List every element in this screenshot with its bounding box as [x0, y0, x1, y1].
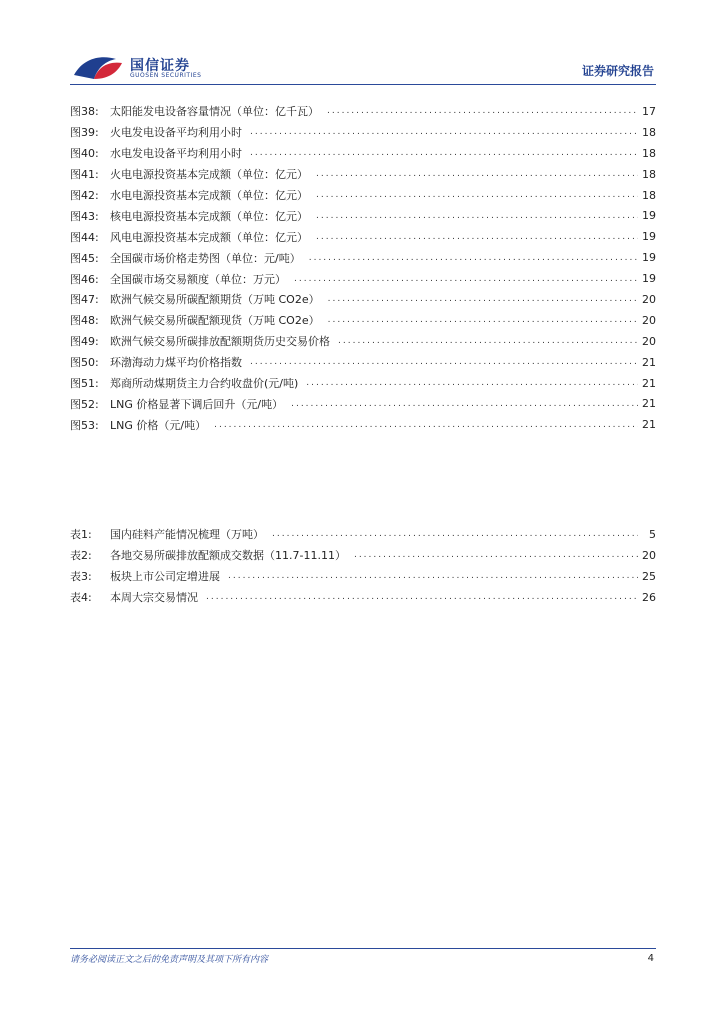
entry-title: 板块上市公司定增进展 — [110, 570, 220, 584]
dot-leader — [272, 529, 638, 539]
entry-page-number: 20 — [642, 334, 656, 348]
dot-leader — [214, 420, 638, 430]
entry-page-number: 18 — [642, 146, 656, 160]
dot-leader — [250, 148, 638, 158]
entry-title: 风电电源投资基本完成额（单位：亿元） — [110, 230, 308, 244]
brand-name-en: GUOSEN SECURITIES — [130, 72, 202, 79]
entry-title: 欧洲气候交易所碳配额现货（万吨 CO2e） — [110, 314, 320, 328]
page-header — [70, 50, 658, 86]
entry-number: 表3: — [70, 570, 92, 584]
dot-leader — [250, 357, 638, 367]
dot-leader — [316, 190, 638, 200]
entry-number: 图50: — [70, 356, 99, 370]
entry-page-number: 20 — [642, 313, 656, 327]
entry-title: 太阳能发电设备容量情况（单位：亿千瓦） — [110, 105, 319, 119]
entry-number: 图42: — [70, 189, 99, 202]
figure-entry[interactable] — [70, 122, 656, 143]
figure-entry[interactable] — [70, 414, 656, 435]
entry-number: 表1: — [70, 528, 92, 542]
entry-title: 欧洲气候交易所碳配额期货（万吨 CO2e） — [110, 293, 320, 307]
entry-number: 表4: — [70, 591, 92, 605]
entry-number: 图53: — [70, 418, 99, 432]
brand-name-cn: 国信证券 — [130, 58, 190, 74]
entry-number: 图44: — [70, 230, 99, 244]
entry-title: LNG 价格（元/吨） — [110, 418, 207, 432]
dot-leader — [328, 315, 638, 325]
entry-title: 全国碳市场交易额度（单位：万元） — [110, 272, 286, 286]
entry-number: 图45: — [70, 251, 99, 265]
table-entry[interactable] — [70, 566, 656, 587]
entry-page-number: 19 — [642, 209, 656, 223]
entry-title: 全国碳市场价格走势图（单位：元/吨） — [110, 251, 301, 265]
entry-title: 火电发电设备平均利用小时 — [110, 126, 242, 140]
entry-number: 图52: — [70, 397, 99, 411]
table-entry[interactable] — [70, 587, 656, 608]
entry-page-number: 21 — [642, 397, 656, 411]
dot-leader — [327, 106, 638, 116]
footer-divider — [70, 948, 656, 949]
entry-title: 水电电源投资基本完成额（单位：亿元） — [110, 189, 308, 202]
entry-number: 图38: — [70, 105, 99, 119]
entry-page-number: 19 — [642, 251, 656, 265]
entry-title: 火电电源投资基本完成额（单位：亿元） — [110, 168, 308, 182]
disclaimer-note: 请务必阅读正文之后的免责声明及其项下所有内容 — [70, 955, 269, 965]
entry-page-number: 18 — [642, 167, 656, 181]
entry-page-number: 20 — [642, 292, 656, 306]
dot-leader — [309, 253, 638, 263]
dot-leader — [291, 399, 638, 409]
dot-leader — [328, 294, 638, 304]
entry-number: 图47: — [70, 293, 99, 307]
guosen-logo-icon — [72, 53, 124, 83]
figure-entry[interactable] — [70, 310, 656, 331]
dot-leader — [250, 127, 638, 137]
entry-number: 图41: — [70, 168, 99, 182]
entry-title: 国内硅料产能情况梳理（万吨） — [110, 528, 264, 542]
figure-entry[interactable] — [70, 393, 656, 414]
figure-entry[interactable] — [70, 352, 656, 373]
dot-leader — [316, 169, 638, 179]
entry-page-number: 26 — [642, 590, 656, 604]
entry-title: LNG 价格显著下调后回升（元/吨） — [110, 397, 284, 411]
entry-number: 图39: — [70, 126, 99, 140]
entry-page-number: 21 — [642, 418, 656, 432]
entry-title: 本周大宗交易情况 — [110, 591, 198, 605]
dot-leader — [338, 336, 638, 346]
dot-leader — [294, 274, 638, 284]
entry-page-number: 21 — [642, 355, 656, 369]
entry-page-number: 18 — [642, 125, 656, 139]
dot-leader — [206, 592, 638, 602]
header-divider — [70, 84, 656, 85]
entry-page-number: 5 — [649, 527, 656, 541]
entry-title: 核电电源投资基本完成额（单位：亿元） — [110, 209, 308, 223]
entry-page-number: 25 — [642, 569, 656, 583]
entry-title: 郑商所动煤期货主力合约收盘价(元/吨) — [110, 377, 299, 391]
figure-entry[interactable] — [70, 143, 656, 164]
entry-page-number: 18 — [642, 188, 656, 202]
figure-entry[interactable] — [70, 268, 656, 289]
table-index — [70, 524, 656, 608]
entry-title: 水电发电设备平均利用小时 — [110, 147, 242, 161]
dot-leader — [354, 550, 638, 560]
figure-entry[interactable] — [70, 226, 656, 247]
figure-entry[interactable] — [70, 205, 656, 226]
entry-number: 图46: — [70, 272, 99, 286]
entry-number: 图48: — [70, 314, 99, 328]
figure-entry[interactable] — [70, 373, 656, 394]
figure-entry[interactable] — [70, 164, 656, 185]
page-number: 4 — [647, 953, 654, 964]
figure-entry[interactable] — [70, 185, 656, 206]
entry-page-number: 19 — [642, 272, 656, 286]
report-type-label: 证券研究报告 — [581, 64, 654, 78]
figure-entry[interactable] — [70, 289, 656, 310]
dot-leader — [316, 211, 638, 221]
entry-page-number: 20 — [642, 548, 656, 562]
entry-number: 图49: — [70, 335, 99, 349]
entry-title: 环渤海动力煤平均价格指数 — [110, 356, 242, 370]
entry-number: 表2: — [70, 549, 92, 563]
entry-page-number: 17 — [642, 104, 656, 118]
entry-number: 图40: — [70, 147, 99, 161]
dot-leader — [316, 232, 638, 242]
dot-leader — [228, 571, 638, 581]
table-entry[interactable] — [70, 524, 656, 545]
dot-leader — [306, 378, 638, 388]
entry-title: 各地交易所碳排放配额成交数据（11.7-11.11） — [110, 549, 346, 563]
figure-entry[interactable] — [70, 101, 656, 122]
figure-entry[interactable] — [70, 247, 656, 268]
figure-index — [70, 101, 656, 435]
entry-page-number: 19 — [642, 230, 656, 244]
entry-page-number: 21 — [642, 376, 656, 390]
entry-number: 图51: — [70, 377, 99, 391]
table-entry[interactable] — [70, 545, 656, 566]
figure-entry[interactable] — [70, 331, 656, 352]
entry-title: 欧洲气候交易所碳排放配额期货历史交易价格 — [110, 335, 330, 349]
entry-number: 图43: — [70, 209, 99, 223]
